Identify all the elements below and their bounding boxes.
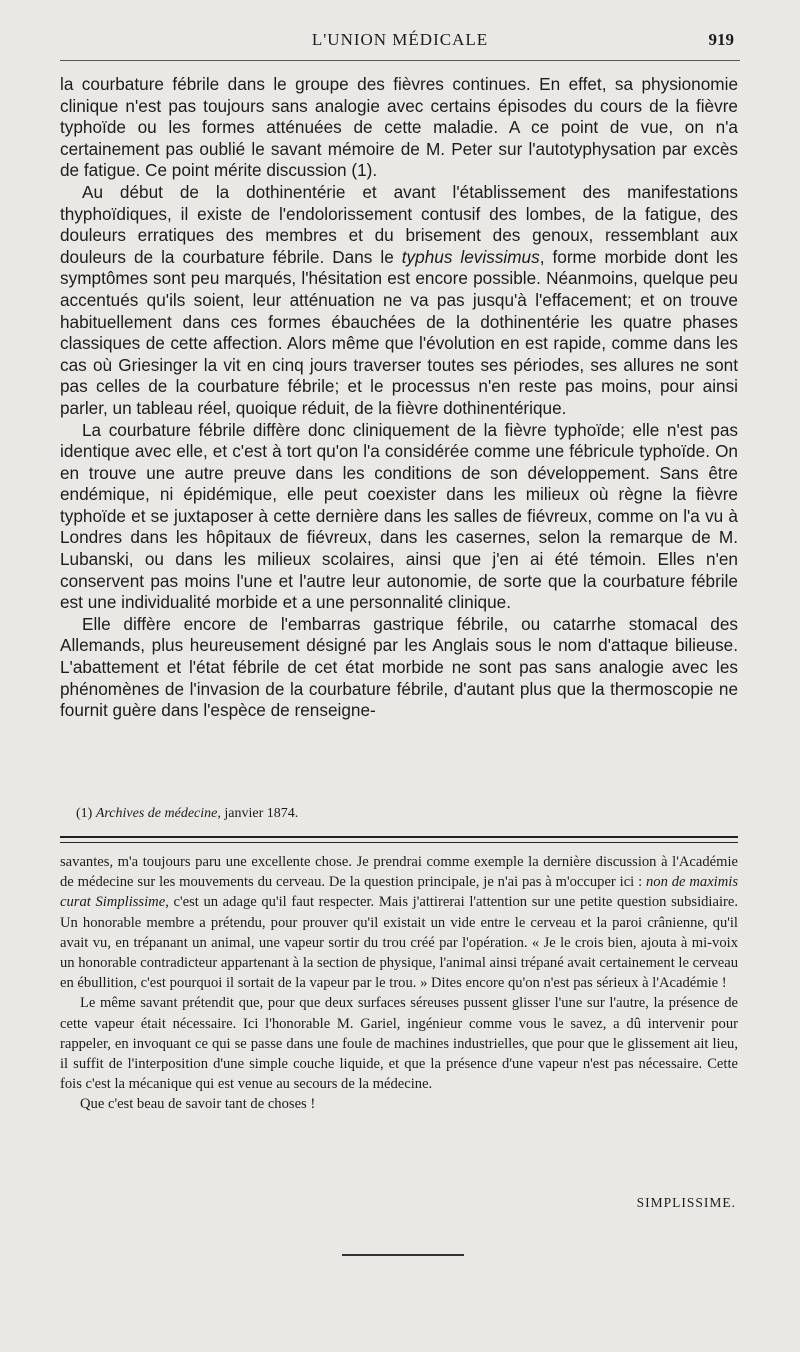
feuilleton-paragraph-1 xyxy=(60,852,738,993)
paragraph-2-emphasis: typhus levissimus xyxy=(401,246,540,267)
feuilleton-paragraph-1-part-a: savantes, m'a toujours paru une excellente chose. Je prendrai comme exemple la dernière discussion à l'Académie de médecine sur les mouvements du cerveau. De la question principale, je n'ai pas à m'occuper ici : xyxy=(60,854,738,891)
page-number: 919 xyxy=(708,30,734,49)
footnote xyxy=(76,806,736,822)
feuilleton-paragraph-3: Que c'est beau de savoir tant de choses ! xyxy=(80,1096,316,1113)
paragraph-2-part-a: Au début de la dothinentérie et avant l'établissement des manifestations thyphoïdiques, il existe de l'endolorissement contusif des lombes, de la fatigue, des douleurs erratiques des membres et du brisement des genoux, ressemblant aux douleurs de la courbature fébrile. Dans le xyxy=(60,181,738,267)
footnote-date: , janvier 1874. xyxy=(217,806,299,821)
author-signature: SIMPLISSIME. xyxy=(636,1195,736,1210)
header-rule xyxy=(60,60,740,61)
paragraph-2 xyxy=(60,182,738,420)
main-article-text xyxy=(60,74,738,722)
end-rule xyxy=(342,1254,464,1256)
feuilleton-latin-phrase: non de maximis curat Simplissime xyxy=(60,874,738,911)
page-header xyxy=(60,30,740,54)
paragraph-4: Elle diffère encore de l'embarras gastrique fébrile, ou catarrhe stomacal des Allemands, plus heureusement désigné par les Anglais sous le nom d'attaque bilieuse. L'abattement et l'état fébrile de cet état morbide ne sont pas sans analogie avec les phénomènes de l'invasion de la courbature fébrile, d'autant plus que la thermoscopie ne fournit guère dans l'espèce de renseigne- xyxy=(60,613,738,721)
feuilleton-paragraph-2: Le même savant prétendit que, pour que deux surfaces séreuses pussent glisser l'une sur l'autre, la présence de cette vapeur était nécessaire. Ici l'honorable M. Gariel, ingénieur comme vous le savez, a dû intervenir pour rappeler, en invoquant ce qui se passe dans une foule de machines industrielles, que pour que le glissement ait lieu, il suffit de l'interposition d'une simple couche liquide, et que la présence d'une vapeur n'est pas nécessaire. Cette fois c'est la mécanique qui est venue au secours de la médecine. xyxy=(60,995,738,1093)
footnote-marker: (1) xyxy=(76,806,96,821)
feuilleton-paragraph-1-part-b: , c'est un adage qu'il faut respecter. Mais j'attirerai l'attention sur une petite question subsidiaire. Un honorable membre a prétendu, pour prouver qu'il existait un vide entre le cerveau et la paroi crânienne, qu'il avait vu, en trépanant un animal, une vapeur sortir du trou créé par l'opération. « Je le crois bien, ajouta à mi-voix un honorable contradicteur appartenant à la section de physique, l'animal ainsi trépané avait certainement le cerveau en ébullition, c'est pourquoi il sortait de la vapeur par le trou. » Dites encore qu'on n'est pas sérieux à l'Académie ! xyxy=(60,894,738,992)
paragraph-3: La courbature fébrile diffère donc cliniquement de la fièvre typhoïde; elle n'est pas identique avec elle, et c'est à tort qu'on l'a considérée comme une fébricule typhoïde. On en trouve une autre preuve dans les conditions de son développement. Sans être endémique, ni épidémique, elle peut coexister dans les milieux où règne la fièvre typhoïde et se juxtaposer à cette dernière dans les salles de fiévreux, comme on l'a vu à Londres dans les hôpitaux de fiévreux, dans les casernes, selon la remarque de M. Lubanski, ou dans les milieux scolaires, ainsi que j'en ai été témoin. Elles n'en conservent pas moins l'une et l'autre leur autonomie, de sorte que la courbature fébrile est une individualité morbide et a une personnalité clinique. xyxy=(60,419,738,613)
running-title: L'UNION MÉDICALE xyxy=(311,30,489,49)
footnote-source: Archives de médecine xyxy=(95,806,218,821)
feuilleton-text xyxy=(60,852,738,1115)
paragraph-1: la courbature fébrile dans le groupe des fièvres continues. En effet, sa physionomie clinique n'est pas toujours sans analogie avec certains épisodes du cours de la fièvre typhoïde ou les formes atténuées de cette maladie. A ce point de vue, on n'a certainement pas oublié le savant mémoire de M. Peter sur l'autotyphysation par excès de fatigue. Ce point mérite discussion (1). xyxy=(60,74,738,181)
paragraph-2-part-b: , forme morbide dont les symptômes sont peu marqués, l'hésitation est encore possible. Néanmoins, quelque peu accentués qu'ils soient, leur atténuation ne va pas jusqu'à l'effacement; et on trouve habituellement dans ces formes ébauchées de la dothinentérie les quatre phases classiques de cette affection. Alors même que l'évolution en est rapide, comme dans les cas où Griesinger la vit en cinq jours traverser toutes ses périodes, ses allures ne sont pas celles de la courbature fébrile; et le processus n'en reste pas moins, pour ainsi parler, un tableau réel, quoique réduit, de la fièvre dothinentérique. xyxy=(60,246,738,418)
feuilleton-separator-rule xyxy=(60,836,738,843)
